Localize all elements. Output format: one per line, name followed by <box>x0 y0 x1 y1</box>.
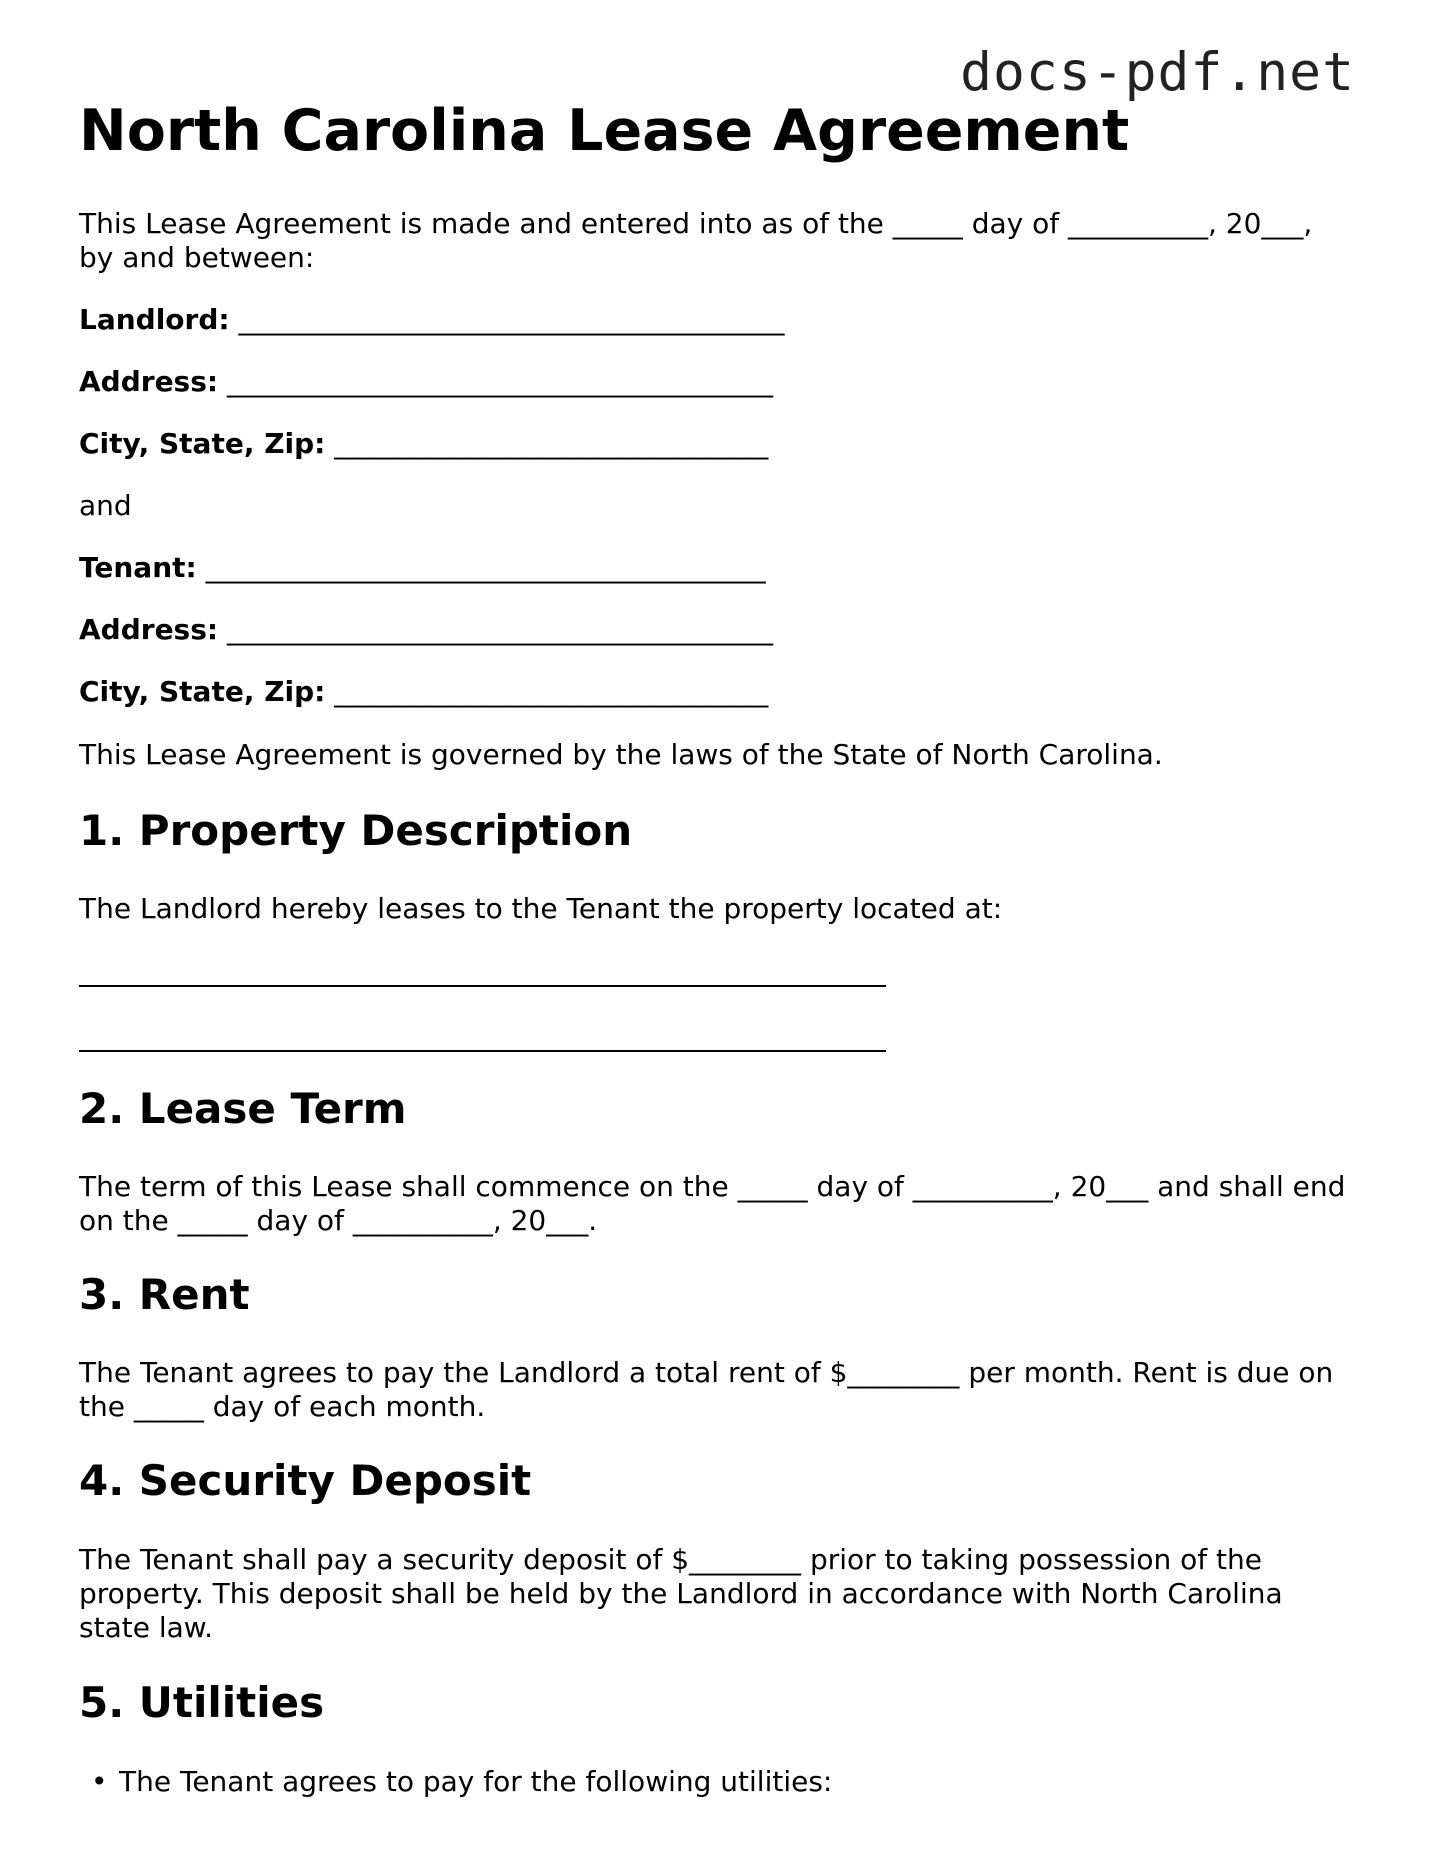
section-utilities-heading: 5. Utilities <box>79 1678 325 1727</box>
and-text: and <box>79 489 132 522</box>
section-term-line-1: The term of this Lease shall commence on the _____ day of __________, 20___ and shall end <box>79 1170 1346 1203</box>
tenant-address-blank[interactable]: _______________________________________ <box>227 613 773 646</box>
tenant-name-blank[interactable]: ________________________________________ <box>205 551 766 584</box>
intro-line-1: This Lease Agreement is made and entered into as of the _____ day of __________, 20___, <box>79 207 1313 240</box>
landlord-label: Landlord: <box>79 303 230 336</box>
section-rent-heading: 3. Rent <box>79 1270 250 1319</box>
tenant-city-label: City, State, Zip: <box>79 675 326 708</box>
tenant-city-field[interactable] <box>79 675 768 709</box>
property-address-line-2[interactable] <box>79 1050 886 1052</box>
landlord-name-blank[interactable]: _______________________________________ <box>238 303 785 336</box>
section-property-heading: 1. Property Description <box>79 806 633 855</box>
document-title: North Carolina Lease Agreement <box>79 98 1130 164</box>
watermark: docs-pdf.net <box>960 42 1355 103</box>
landlord-name-field[interactable] <box>79 303 785 337</box>
section-deposit-line-2: property. This deposit shall be held by the Landlord in accordance with North Carolina <box>79 1577 1283 1610</box>
section-deposit-heading: 4. Security Deposit <box>79 1456 532 1505</box>
tenant-name-field[interactable] <box>79 551 766 585</box>
intro-line-2: by and between: <box>79 241 315 274</box>
section-rent-line-2: the _____ day of each month. <box>79 1390 486 1423</box>
governing-law-text: This Lease Agreement is governed by the laws of the State of North Carolina. <box>79 738 1163 771</box>
section-deposit-line-3: state law. <box>79 1611 213 1644</box>
utilities-bullet-text: The Tenant agrees to pay for the following utilities: <box>119 1765 833 1798</box>
tenant-address-field[interactable] <box>79 613 773 647</box>
bullet-icon: • <box>91 1765 108 1798</box>
tenant-city-blank[interactable]: _______________________________ <box>334 675 769 708</box>
tenant-address-label: Address: <box>79 613 219 646</box>
list-item <box>91 1765 833 1799</box>
landlord-city-blank[interactable]: _______________________________ <box>334 427 769 460</box>
tenant-label: Tenant: <box>79 551 197 584</box>
landlord-address-field[interactable] <box>79 365 773 399</box>
section-property-text: The Landlord hereby leases to the Tenant the property located at: <box>79 892 1003 925</box>
section-term-heading: 2. Lease Term <box>79 1084 407 1133</box>
landlord-address-blank[interactable]: _______________________________________ <box>227 365 773 398</box>
property-address-line-1[interactable] <box>79 985 886 987</box>
section-deposit-line-1: The Tenant shall pay a security deposit of $________ prior to taking possession of the <box>79 1543 1262 1576</box>
landlord-city-field[interactable] <box>79 427 768 461</box>
landlord-address-label: Address: <box>79 365 219 398</box>
section-term-line-2: on the _____ day of __________, 20___. <box>79 1204 598 1237</box>
section-rent-line-1: The Tenant agrees to pay the Landlord a total rent of $________ per month. Rent is due on <box>79 1356 1334 1389</box>
landlord-city-label: City, State, Zip: <box>79 427 326 460</box>
